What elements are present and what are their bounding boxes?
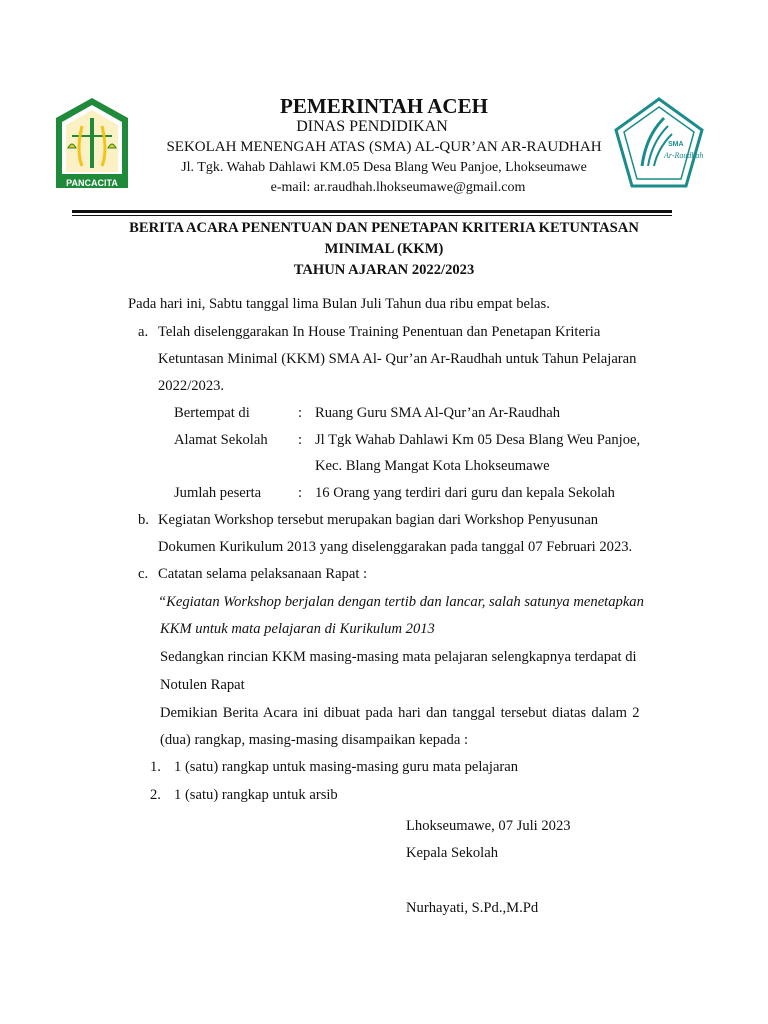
school-email: e-mail: ar.raudhah.lhokseumawe@gmail.com	[270, 180, 526, 195]
detail-value-place: Ruang Guru SMA Al-Qur’an Ar-Raudhah	[315, 405, 561, 421]
ar-raudhah-logo-text-sma: SMA	[668, 141, 684, 148]
dept-title: DINAS PENDIDIKAN	[296, 118, 448, 135]
item-a-line1: Telah diselenggarakan In House Training Penentuan dan Penetapan Kriteria	[158, 324, 601, 340]
header-divider-thin	[72, 215, 672, 216]
detail-value-address-cont: Kec. Blang Mangat Kota Lhokseumawe	[315, 458, 550, 474]
distribution-num-1: 1.	[150, 759, 161, 775]
school-address: Jl. Tgk. Wahab Dahlawi KM.05 Desa Blang Weu Panjoe, Lhokseumawe	[181, 160, 587, 175]
detail-label-participants: Jumlah peserta	[174, 485, 262, 501]
quote-line1: “Kegiatan Workshop berjalan dengan tertib dan lancar, salah satunya menetapkan	[158, 594, 644, 610]
item-b-line1: Kegiatan Workshop tersebut merupakan bagian dari Workshop Penyusunan	[158, 512, 599, 528]
doc-title-line2: MINIMAL (KKM)	[324, 241, 444, 257]
detail-value-participants: 16 Orang yang terdiri dari guru dan kepala Sekolah	[315, 485, 615, 501]
gov-title: PEMERINTAH ACEH	[280, 94, 488, 118]
doc-title-line1: BERITA ACARA PENENTUAN DAN PENETAPAN KRITERIA KETUNTASAN	[129, 220, 639, 236]
distribution-item-1: 1 (satu) rangkap untuk masing-masing guru mata pelajaran	[174, 759, 519, 775]
school-name: SEKOLAH MENENGAH ATAS (SMA) AL-QUR’AN AR-RAUDHAH	[166, 139, 602, 155]
header-divider-thick	[72, 210, 672, 213]
signature-position: Kepala Sekolah	[406, 845, 498, 861]
quote-line2: KKM untuk mata pelajaran di Kurikulum 2013	[160, 621, 435, 637]
detail-note-line1: Sedangkan rincian KKM masing-masing mata pelajaran selengkapnya terdapat di	[160, 649, 637, 665]
ar-raudhah-logo-text-name: Ar-Raudhah	[664, 151, 704, 160]
detail-sep-participants: :	[298, 485, 303, 501]
item-c-marker: c.	[138, 566, 149, 582]
signature-name: Nurhayati, S.Pd.,M.Pd	[406, 900, 539, 916]
item-a-line2: Ketuntasan Minimal (KKM) SMA Al- Qur’an Ar-Raudhah untuk Tahun Pelajaran	[158, 351, 637, 367]
item-c-line1: Catatan selama pelaksanaan Rapat :	[158, 566, 368, 582]
item-a-marker: a.	[138, 324, 149, 340]
closing-line2: (dua) rangkap, masing-masing disampaikan kepada :	[160, 732, 468, 748]
closing-line1: Demikian Berita Acara ini dibuat pada hari dan tanggal tersebut diatas dalam 2	[160, 705, 640, 721]
detail-sep-place: :	[298, 405, 303, 421]
distribution-item-2: 1 (satu) rangkap untuk arsib	[174, 787, 338, 803]
distribution-num-2: 2.	[150, 787, 161, 803]
detail-sep-address: :	[298, 432, 303, 448]
detail-label-address: Alamat Sekolah	[174, 432, 268, 448]
item-b-marker: b.	[138, 512, 149, 528]
doc-title-line3: TAHUN AJARAN 2022/2023	[293, 262, 475, 278]
detail-value-address: Jl Tgk Wahab Dahlawi Km 05 Desa Blang Weu Panjoe,	[315, 432, 641, 448]
detail-note-line2: Notulen Rapat	[160, 677, 245, 693]
item-a-line3: 2022/2023.	[158, 378, 225, 394]
pancacita-logo-text: PANCACITA	[66, 178, 118, 188]
detail-label-place: Bertempat di	[174, 405, 250, 421]
opening-sentence: Pada hari ini, Sabtu tanggal lima Bulan Juli Tahun dua ribu empat belas.	[128, 296, 550, 312]
item-b-line2: Dokumen Kurikulum 2013 yang diselenggarakan pada tanggal 07 Februari 2023.	[158, 539, 633, 555]
signature-place-date: Lhokseumawe, 07 Juli 2023	[406, 818, 571, 834]
